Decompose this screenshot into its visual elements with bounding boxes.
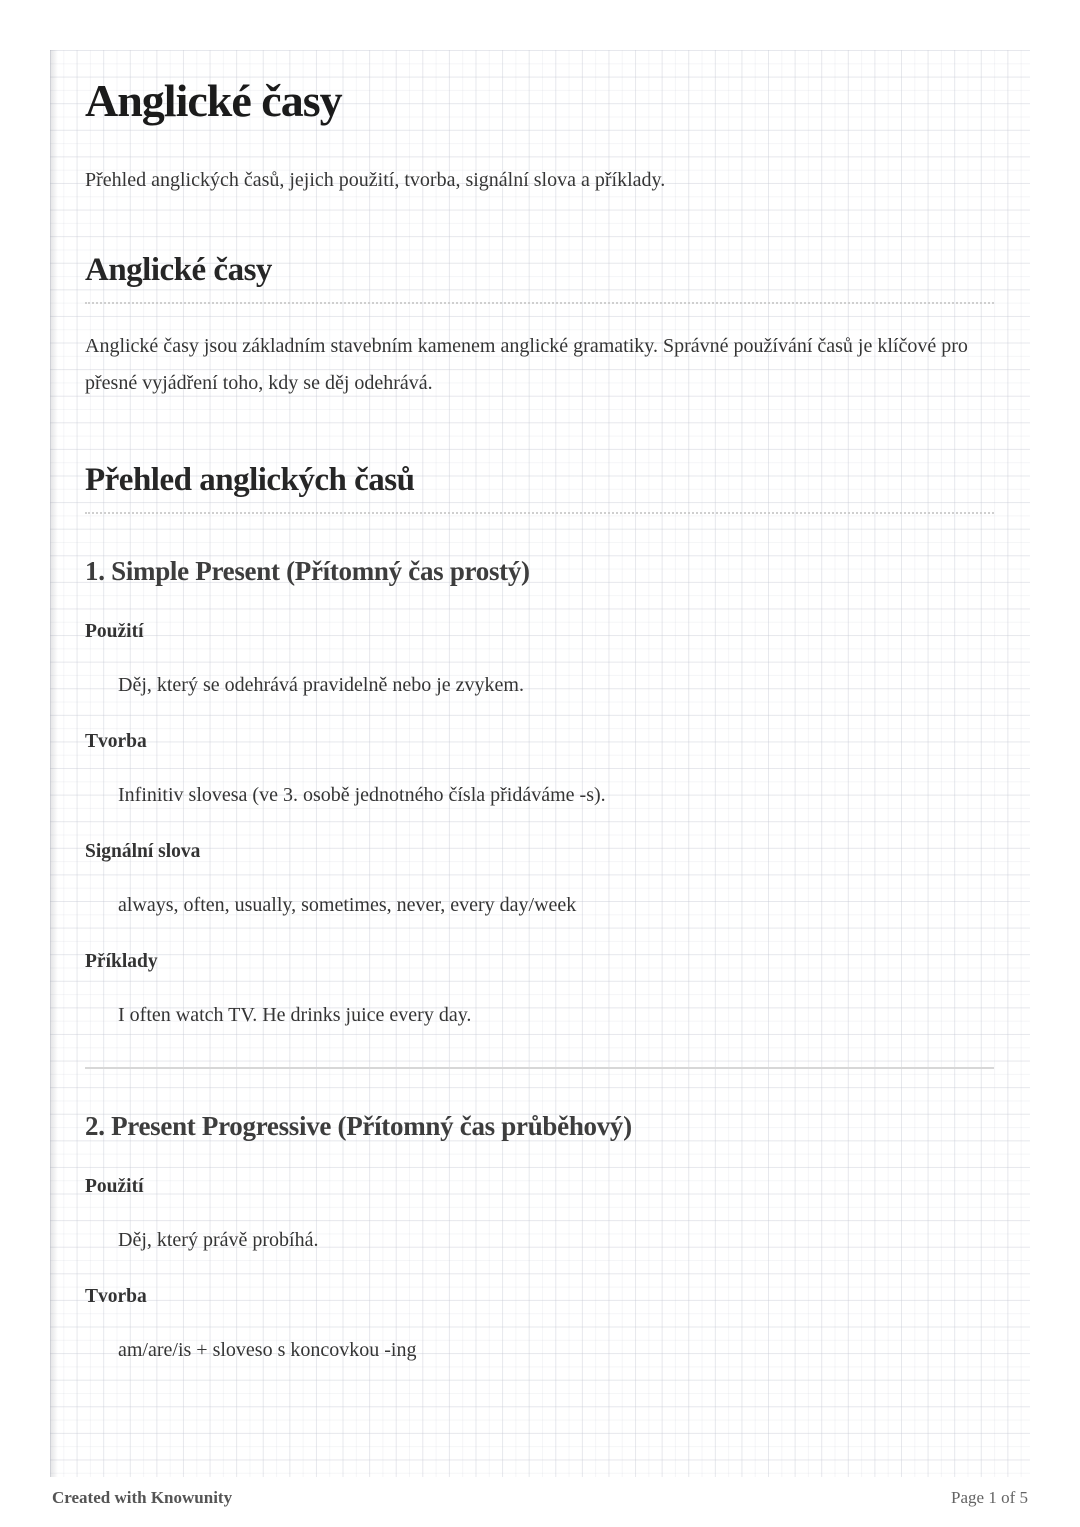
tense-1-text-priklady: I often watch TV. He drinks juice every day. xyxy=(118,1003,472,1026)
document-subtitle: Přehled anglických časů, jejich použití, tvorba, signální slova a příklady. xyxy=(85,168,666,191)
tense-2-label-pouziti: Použití xyxy=(85,1175,144,1197)
tense-1-label-priklady: Příklady xyxy=(85,950,158,972)
document-content xyxy=(50,50,1030,1362)
tense-1-label-pouziti: Použití xyxy=(85,620,144,642)
tense-1-text-tvorba: Infinitiv slovesa (ve 3. osobě jednotného čísla přidáváme -s). xyxy=(118,783,606,806)
footer-page-number: Page 1 of 5 xyxy=(951,1488,1028,1507)
document-title: Anglické časy xyxy=(85,75,342,126)
tense-1-label-signalni-slova: Signální slova xyxy=(85,840,201,862)
tense-2-text-tvorba: am/are/is + sloveso s koncovkou -ing xyxy=(118,1338,417,1361)
section-about-body: Anglické časy jsou základním stavebním kamenem anglické gramatiky. Správné používání časů je klíčové pro přesné vyjádření toho, kdy se děj odehrává. xyxy=(85,334,968,394)
tense-2-label-tvorba: Tvorba xyxy=(85,1285,147,1307)
section-heading-overview: Přehled anglických časů xyxy=(85,462,994,514)
tense-1-text-pouziti: Děj, který se odehrává pravidelně nebo je zvykem. xyxy=(118,673,524,696)
footer-branding: Created with Knowunity xyxy=(52,1488,233,1507)
section-heading-about: Anglické časy xyxy=(85,252,994,304)
tense-1-text-signalni-slova: always, often, usually, sometimes, never, every day/week xyxy=(118,893,577,916)
section-divider xyxy=(85,1067,994,1069)
tense-1-title: 1. Simple Present (Přítomný čas prostý) xyxy=(85,555,530,586)
tense-2-text-pouziti: Děj, který právě probíhá. xyxy=(118,1228,319,1251)
page-footer xyxy=(52,1488,1028,1508)
tense-1-label-tvorba: Tvorba xyxy=(85,730,147,752)
document-page xyxy=(50,50,1030,1477)
tense-2-title: 2. Present Progressive (Přítomný čas průběhový) xyxy=(85,1110,632,1141)
